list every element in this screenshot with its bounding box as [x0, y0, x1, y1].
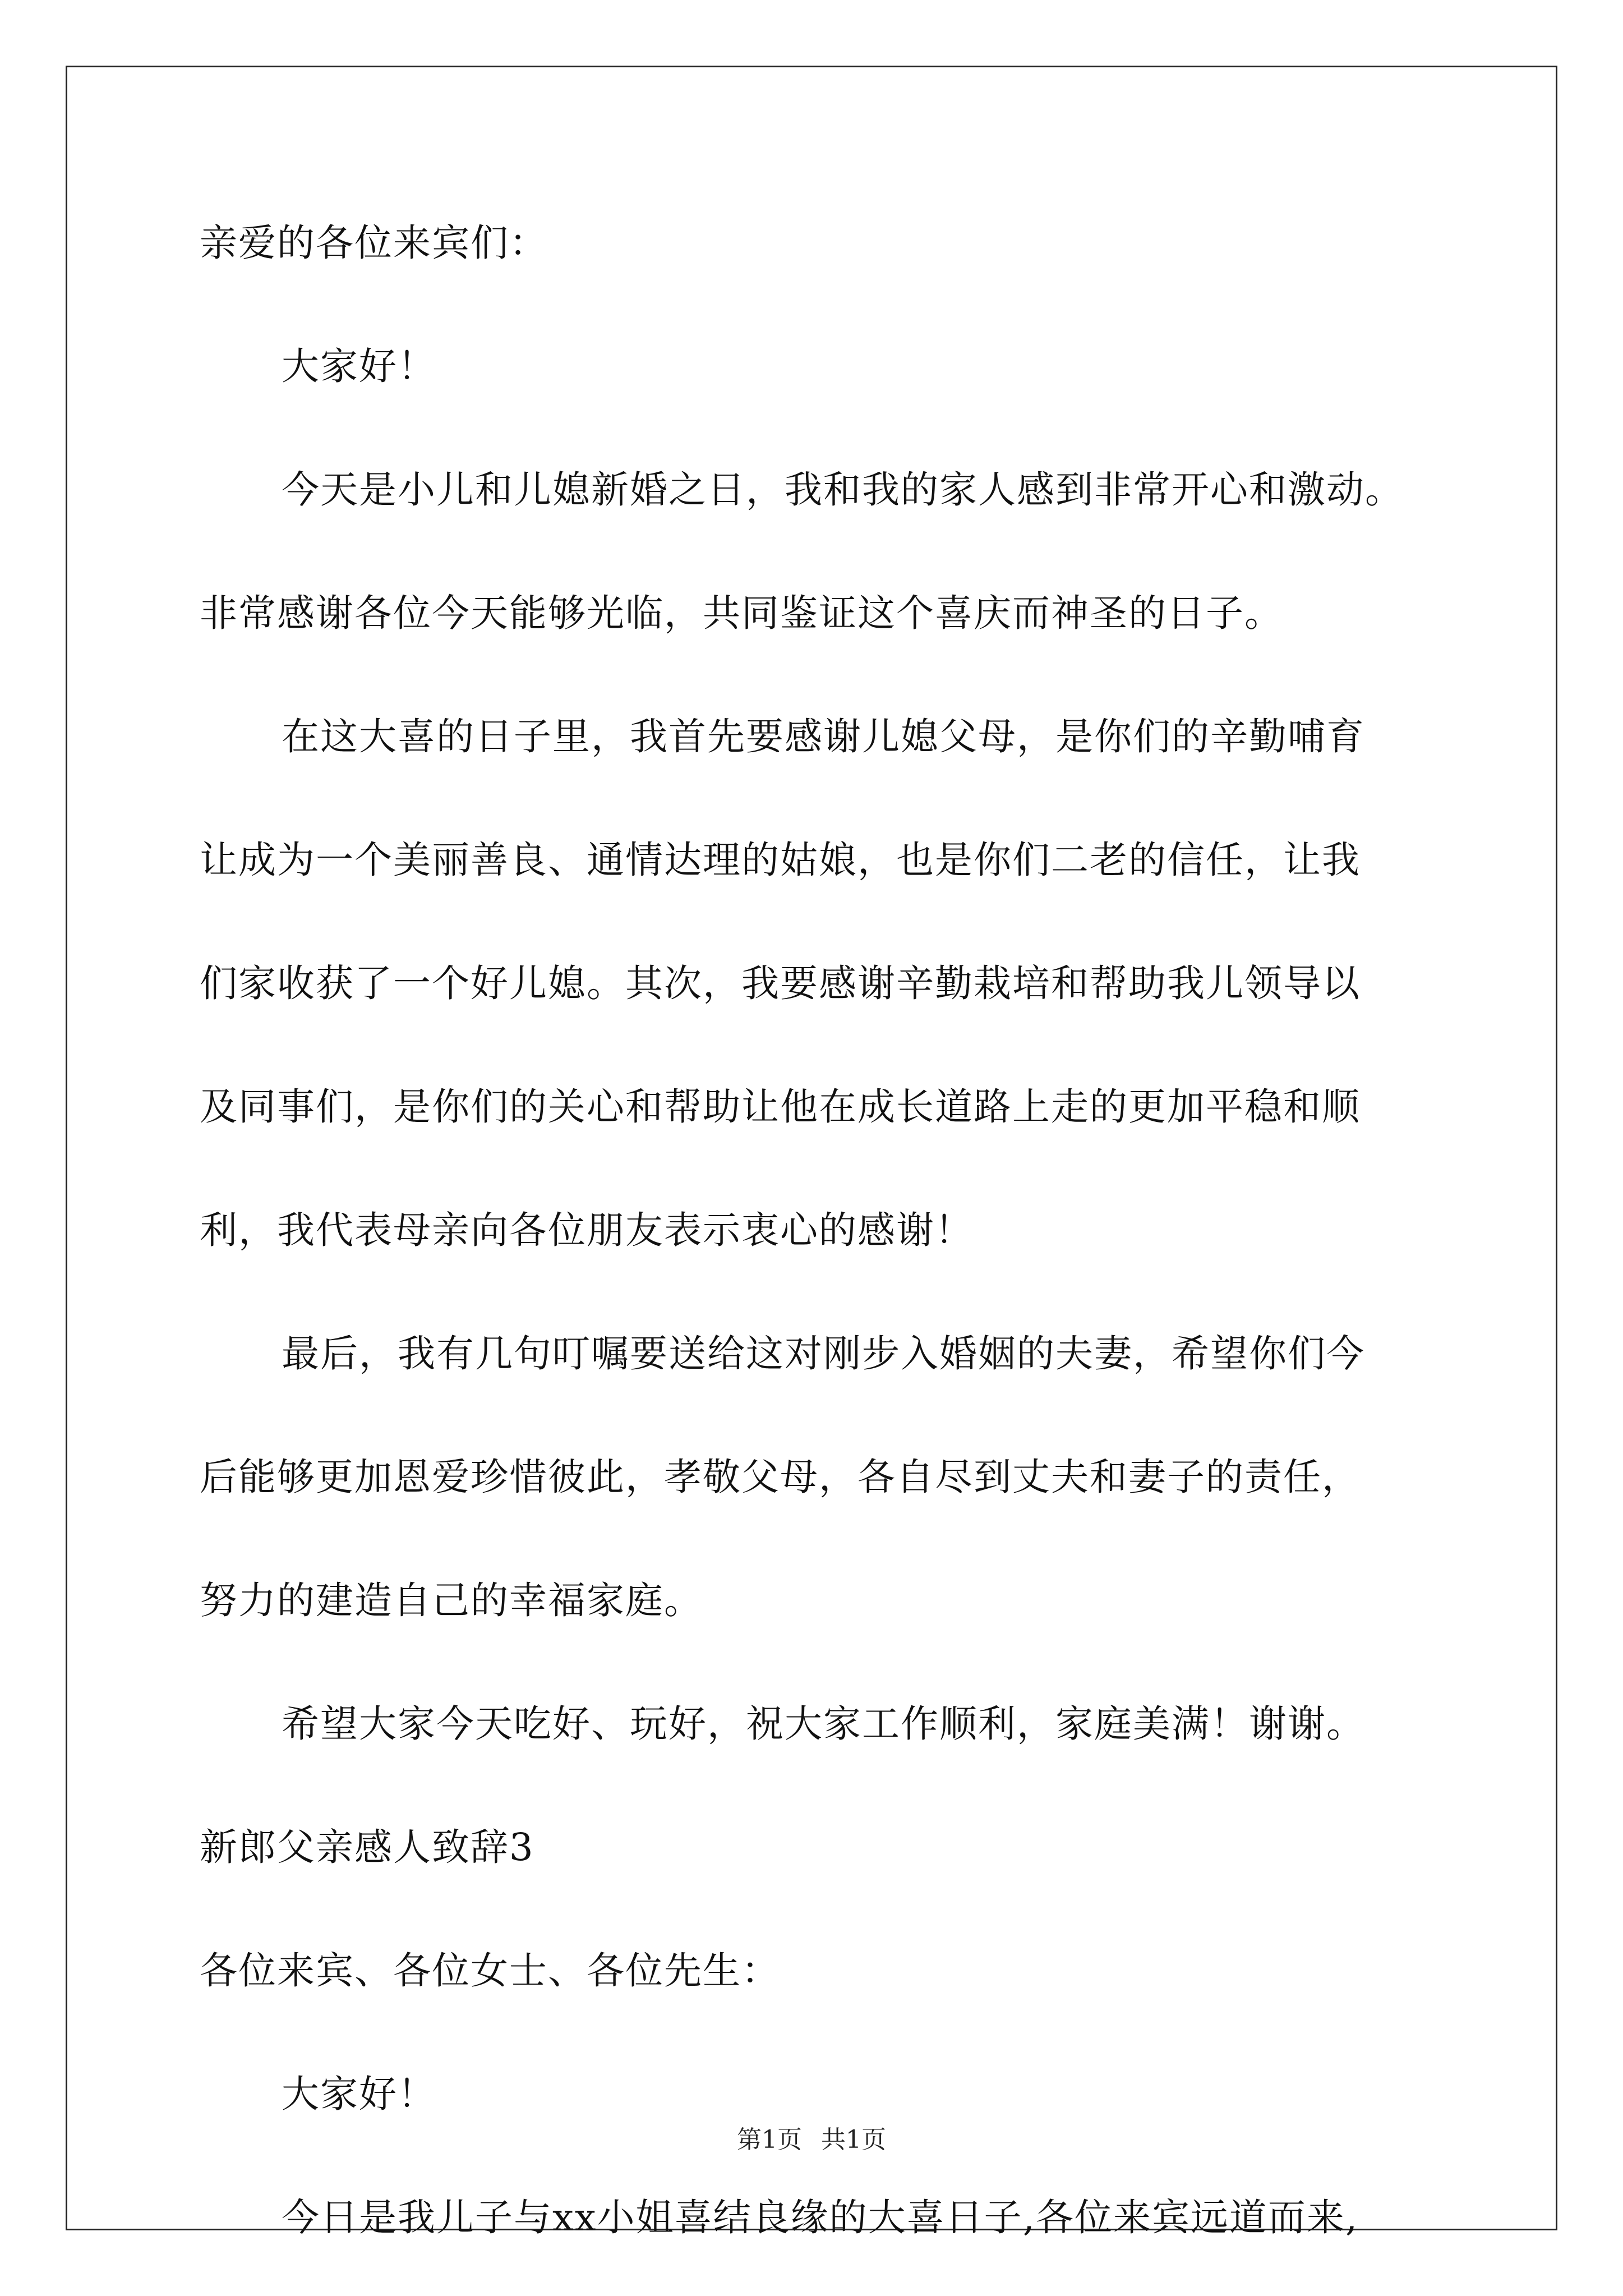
paragraph-4-line-1: 今日是我儿子与xx小姐喜结良缘的大喜日子,各位来宾远道而来,	[282, 2196, 1359, 2239]
document-body	[200, 213, 1456, 2248]
paragraph-3-line-3: 努力的建造自己的幸福家庭。	[200, 1579, 703, 1622]
hello-line: 大家好！	[282, 344, 436, 388]
page-number: 第1页	[737, 2125, 802, 2154]
paragraph-2-line-5: 利，我代表母亲向各位朋友表示衷心的感谢！	[200, 1208, 974, 1252]
paragraph-3-line-1: 最后，我有几句叮嘱要送给这对刚步入婚姻的夫妻，希望你们今	[282, 1332, 1365, 1375]
paragraph-2-line-1: 在这大喜的日子里，我首先要感谢儿媳父母，是你们的辛勤哺育	[282, 715, 1365, 758]
greeting-line-2: 各位来宾、各位女士、各位先生：	[200, 1949, 780, 1993]
closing-line: 希望大家今天吃好、玩好，祝大家工作顺利，家庭美满！谢谢。	[282, 1702, 1365, 1746]
page-total: 共1页	[821, 2125, 886, 2154]
paragraph-2-line-4: 及同事们，是你们的关心和帮助让他在成长道路上走的更加平稳和顺	[200, 1085, 1361, 1129]
paragraph-1-line-1: 今天是小儿和儿媳新婚之日，我和我的家人感到非常开心和激动。	[282, 468, 1404, 512]
paragraph-1-line-2: 非常感谢各位今天能够光临，共同鉴证这个喜庆而神圣的日子。	[200, 591, 1283, 635]
page-footer	[0, 2123, 1623, 2157]
paragraph-3-line-2: 后能够更加恩爱珍惜彼此，孝敬父母，各自尽到丈夫和妻子的责任，	[200, 1455, 1361, 1499]
hello-line-2: 大家好！	[282, 2072, 436, 2116]
section-heading: 新郎父亲感人致辞3	[200, 1825, 534, 1869]
greeting-line: 亲爱的各位来宾们：	[200, 221, 548, 265]
paragraph-2-line-3: 们家收获了一个好儿媳。其次，我要感谢辛勤栽培和帮助我儿领导以	[200, 961, 1361, 1005]
paragraph-2-line-2: 让成为一个美丽善良、通情达理的姑娘，也是你们二老的信任，让我	[200, 838, 1361, 882]
